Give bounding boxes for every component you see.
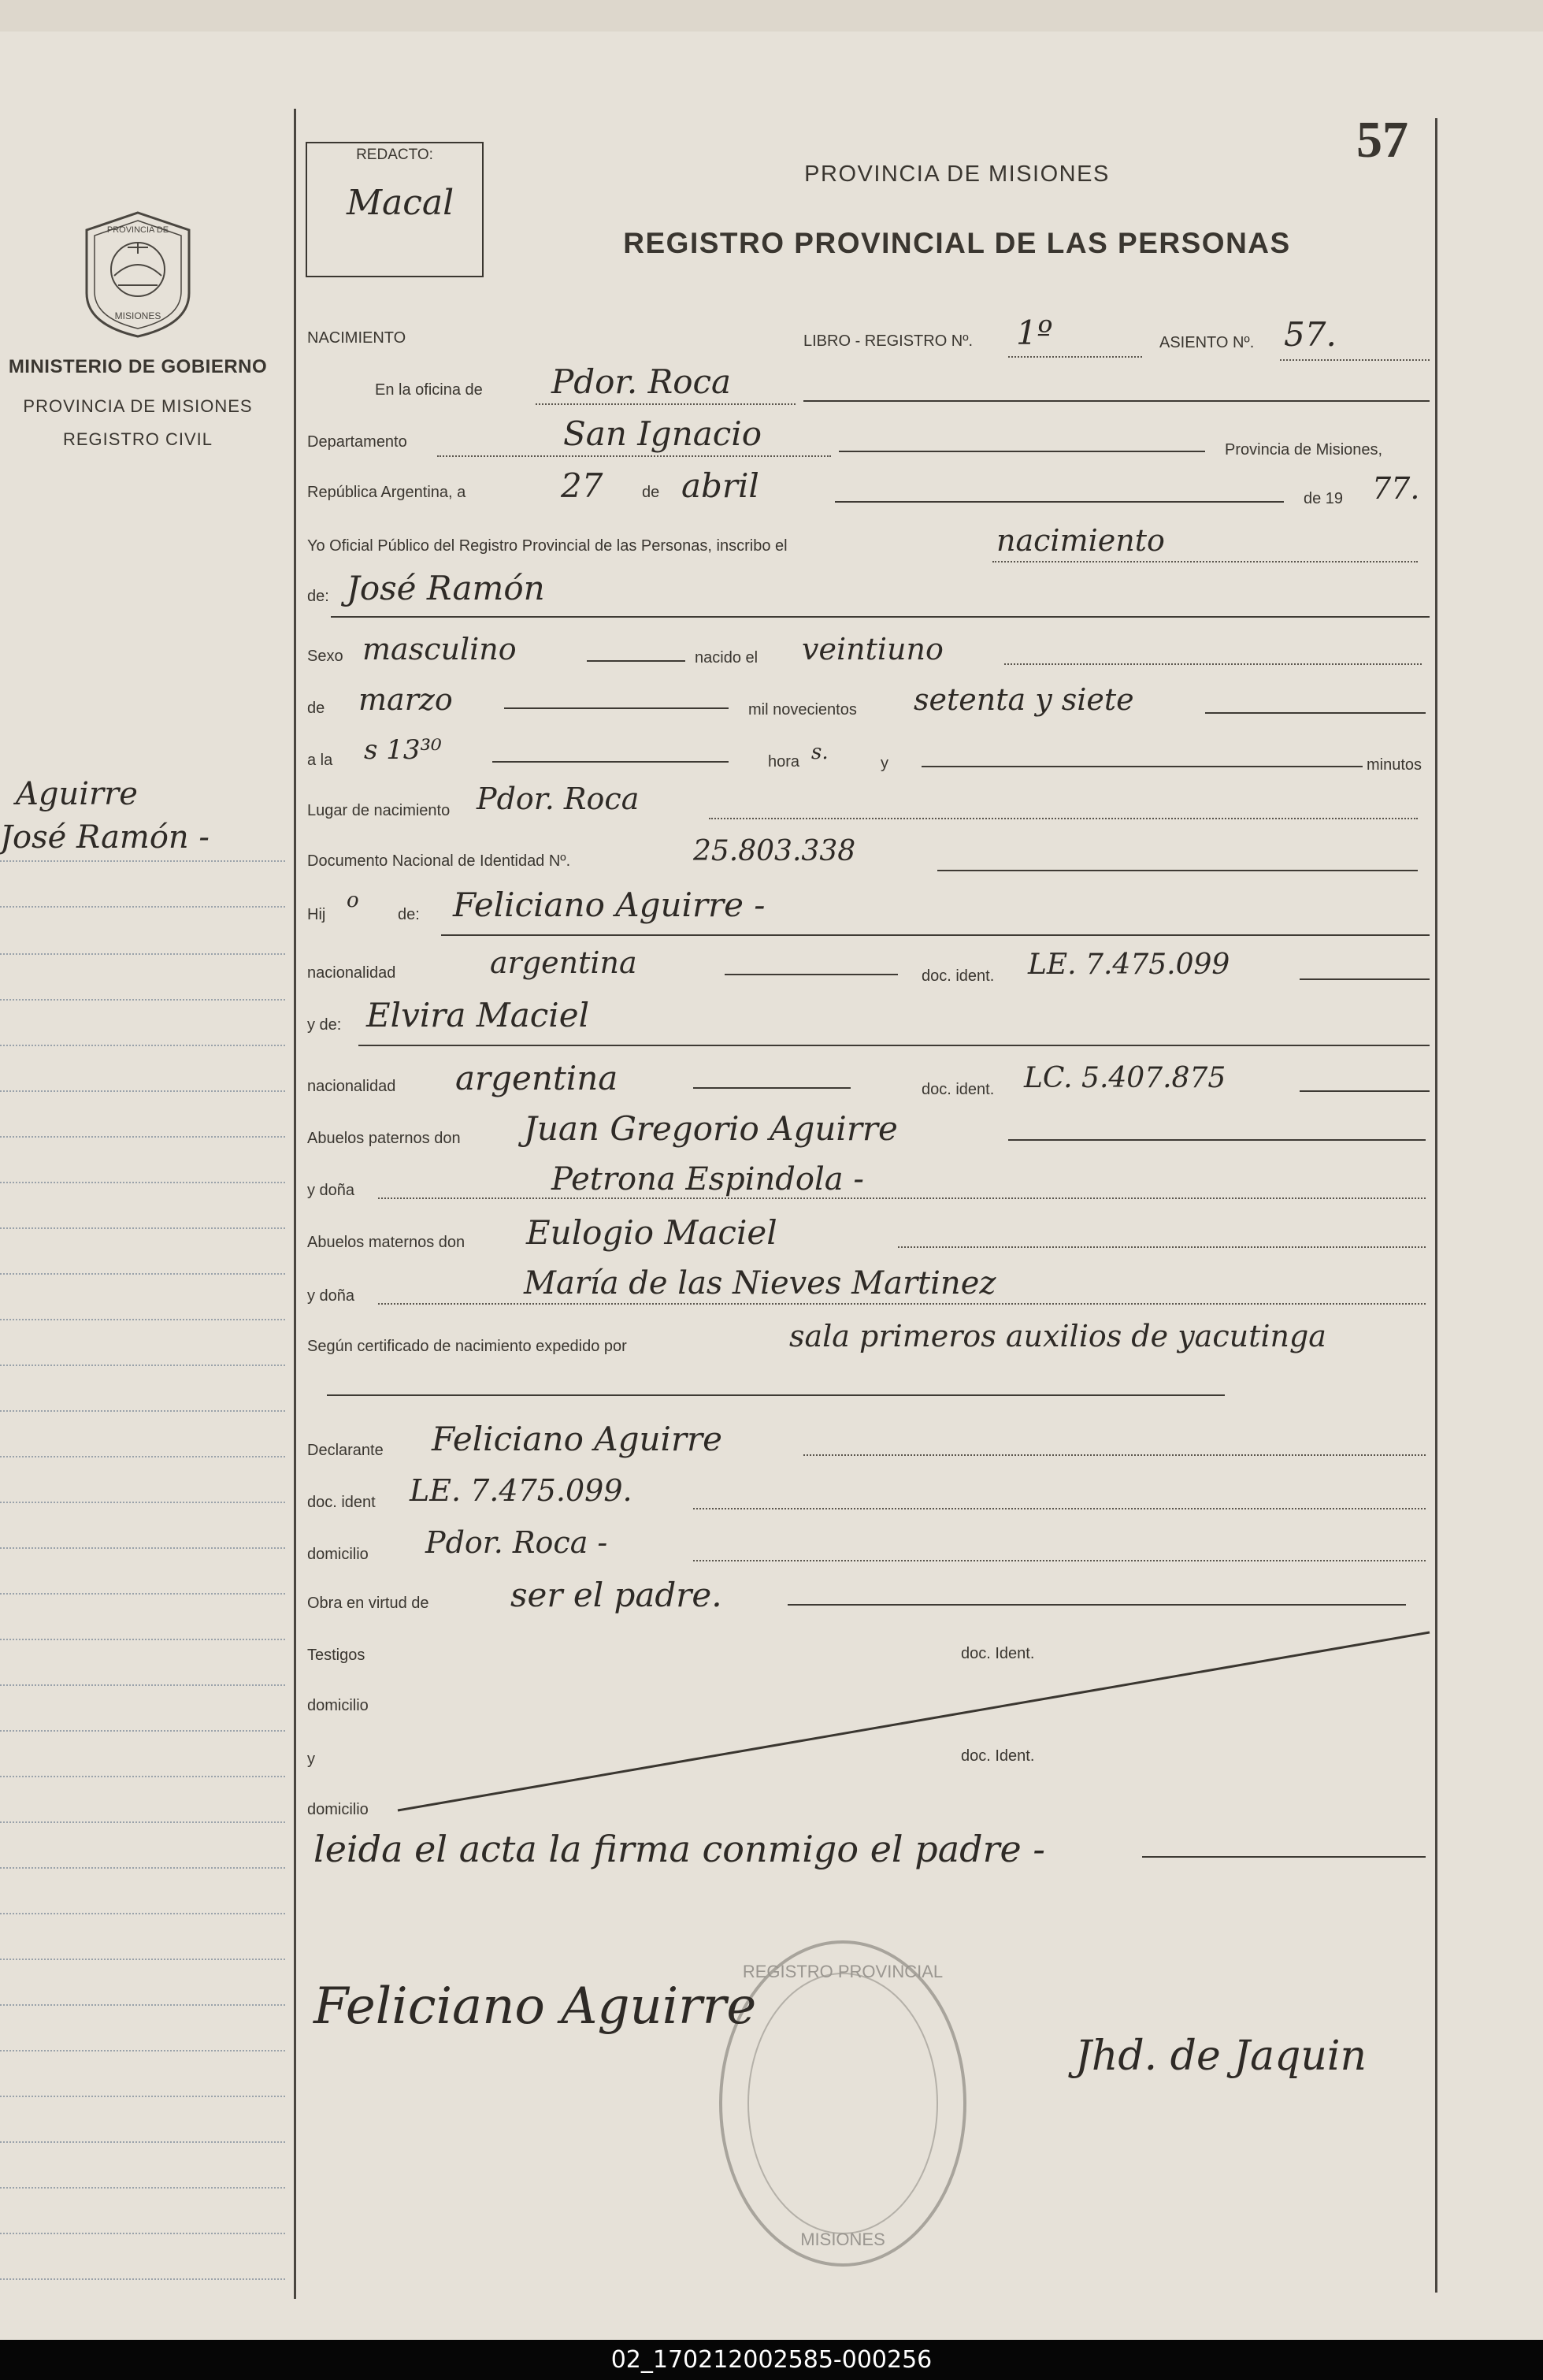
closing-text: leida el acta la firma conmigo el padre -: [313, 1828, 1045, 1870]
provincia-label: Provincia de Misiones,: [1225, 441, 1383, 459]
obra-label: Obra en virtud de: [307, 1595, 429, 1612]
fill-line: [331, 616, 1430, 618]
margin-rule: [0, 2096, 285, 2097]
nacionalidad-2-value: argentina: [455, 1059, 618, 1097]
doc-2-value: LC. 5.407.875: [1024, 1062, 1226, 1094]
lugar-label: Lugar de nacimiento: [307, 802, 451, 819]
abuela-paterna-value: Petrona Espindola -: [551, 1161, 864, 1197]
anio-value: 77.: [1372, 471, 1420, 506]
fill-line: [1300, 978, 1430, 980]
nacionalidad-1-label: nacionalidad: [307, 964, 396, 982]
hora-label: hora: [768, 753, 800, 770]
de-nombre-label: de:: [307, 588, 329, 605]
margin-rule: [0, 1319, 285, 1320]
dotted-line: [693, 1508, 1426, 1509]
abuelo-materno-value: Eulogio Maciel: [526, 1213, 777, 1252]
dotted-line: [992, 561, 1418, 563]
inscribo-value: nacimiento: [996, 523, 1165, 558]
margin-rule: [0, 1182, 285, 1183]
dotted-line: [437, 455, 831, 457]
dotted-line: [898, 1246, 1426, 1248]
margin-rule: [0, 1913, 285, 1914]
redacto-label: REDACTO:: [356, 147, 433, 163]
lugar-value: Pdor. Roca: [477, 782, 640, 816]
emblem-text-bottom: MISIONES: [114, 310, 161, 321]
margin-rule: [0, 999, 285, 1001]
libro-label: LIBRO - REGISTRO Nº.: [803, 332, 974, 350]
abuela-materna-value: María de las Nieves Martinez: [524, 1265, 996, 1301]
y-dona-1-label: y doña: [307, 1182, 355, 1199]
y-de-label: y de:: [307, 1016, 342, 1034]
ala-value: s 13³⁰: [364, 734, 442, 766]
sexo-label: Sexo: [307, 648, 343, 665]
dotted-line: [1280, 359, 1430, 361]
seal-text-top: REGISTRO PROVINCIAL: [742, 1962, 944, 1981]
hijo-de-label: de:: [398, 906, 420, 923]
nombre-value: José Ramón: [347, 569, 545, 607]
seal-text-bottom: MISIONES: [800, 2230, 885, 2249]
margin-rule: [0, 2004, 285, 2006]
margin-rule: [0, 1273, 285, 1275]
dotted-line: [536, 403, 796, 405]
declarante-signature: Feliciano Aguirre: [313, 1977, 757, 2036]
hijo-suffix: o: [347, 889, 359, 912]
milnov-label: mil novecientos: [748, 701, 857, 718]
margin-rule: [0, 1045, 285, 1046]
fill-line: [587, 660, 685, 662]
margin-rule: [0, 1456, 285, 1457]
dotted-line: [1004, 663, 1422, 665]
fill-line: [788, 1604, 1406, 1606]
margin-rule: [0, 1593, 285, 1595]
redacto-signature: Macal: [347, 183, 454, 223]
dotted-line: [693, 1560, 1426, 1561]
top-band: [0, 0, 1543, 32]
nacido-label: nacido el: [695, 649, 759, 666]
fill-line: [1008, 1139, 1426, 1141]
dotted-line: [709, 818, 1418, 819]
fill-line: [1205, 712, 1426, 714]
right-border-line: [1435, 118, 1437, 2293]
margin-rule: [0, 1365, 285, 1366]
margin-rule: [0, 2050, 285, 2051]
oficina-label: En la oficina de: [375, 381, 483, 399]
fill-line: [358, 1045, 1430, 1046]
doc-1-value: LE. 7.475.099: [1028, 949, 1230, 981]
ministry-registry: REGISTRO CIVIL: [62, 429, 213, 449]
ministry-title: MINISTERIO DE GOBIERNO: [8, 356, 268, 377]
madre-value: Elvira Maciel: [366, 996, 590, 1034]
padre-value: Feliciano Aguirre -: [453, 886, 766, 924]
mes2-value: marzo: [358, 682, 453, 717]
doc-declarante-value: LE. 7.475.099.: [410, 1473, 632, 1508]
margin-rule: [0, 1776, 285, 1777]
ministry-province: PROVINCIA DE MISIONES: [23, 396, 253, 416]
margin-note-name: José Ramón -: [0, 819, 210, 856]
y-dona-2-label: y doña: [307, 1287, 355, 1305]
mes-value: abril: [681, 466, 759, 505]
page-number: 57: [1356, 111, 1408, 169]
nacionalidad-1-value: argentina: [490, 945, 637, 980]
dotted-line: [378, 1303, 1426, 1305]
margin-rule: [0, 1410, 285, 1412]
departamento-label: Departamento: [307, 433, 407, 451]
fill-line: [839, 451, 1205, 452]
y-testigo-2-label: y: [307, 1751, 315, 1768]
dotted-line: [378, 1197, 1426, 1199]
abuelos-maternos-label: Abuelos maternos don: [307, 1234, 465, 1251]
fill-line: [504, 707, 729, 709]
inscribo-label: Yo Oficial Público del Registro Provincial de las Personas, inscribo el: [307, 537, 788, 555]
fill-line: [922, 766, 1363, 767]
de2-label: de: [307, 700, 325, 717]
nacionalidad-2-label: nacionalidad: [307, 1078, 396, 1095]
doc-declarante-label: doc. ident: [307, 1494, 376, 1511]
margin-rule: [0, 2141, 285, 2143]
fill-line: [803, 400, 1430, 402]
libro-value: 1º: [1016, 314, 1053, 352]
de-label: de: [642, 484, 660, 501]
dia-value: 27: [561, 466, 603, 505]
emblem-text-top: PROVINCIA DE: [106, 225, 169, 235]
domicilio-value: Pdor. Roca -: [425, 1525, 608, 1560]
republica-label: República Argentina, a: [307, 484, 466, 501]
nacido-value: veintiuno: [802, 632, 944, 666]
certificado-value: sala primeros auxilios de yacutinga: [789, 1319, 1326, 1353]
abuelo-paterno-value: Juan Gregorio Aguirre: [524, 1109, 898, 1148]
anio-label: de 19: [1304, 490, 1344, 507]
sexo-value: masculino: [362, 632, 517, 666]
fill-line: [693, 1087, 851, 1089]
redacto-box: [306, 142, 484, 277]
margin-rule: [0, 860, 285, 862]
margin-rule: [0, 1136, 285, 1138]
obra-value: ser el padre.: [510, 1576, 722, 1614]
page-title: REGISTRO PROVINCIAL DE LAS PERSONAS: [623, 227, 1291, 259]
margin-rule: [0, 1090, 285, 1092]
y-label: y: [881, 755, 888, 772]
fill-line: [441, 934, 1430, 936]
domicilio-testigo-1-label: domicilio: [307, 1697, 369, 1714]
doc-1-label: doc. ident.: [922, 967, 995, 985]
official-signature: Jhd. de Jaquin: [1075, 2033, 1367, 2080]
domicilio-testigo-2-label: domicilio: [307, 1801, 369, 1818]
dni-label: Documento Nacional de Identidad Nº.: [307, 852, 571, 870]
header-province: PROVINCIA DE MISIONES: [804, 162, 1110, 187]
image-id-footer: 02_170212002585-000256: [0, 2340, 1543, 2380]
fill-line: [327, 1394, 1225, 1396]
margin-rule: [0, 1684, 285, 1686]
fill-line: [1300, 1090, 1430, 1092]
dotted-line: [1008, 356, 1142, 358]
certificado-label: Según certificado de nacimiento expedido por: [307, 1338, 627, 1355]
fill-line: [937, 870, 1418, 871]
margin-rule: [0, 1867, 285, 1869]
fill-line: [835, 501, 1284, 503]
margin-rule: [0, 1730, 285, 1732]
oficina-value: Pdor. Roca: [551, 362, 732, 401]
fill-line: [725, 974, 898, 975]
ala-label: a la: [307, 752, 333, 769]
dni-value: 25.803.338: [693, 835, 856, 867]
margin-rule: [0, 1502, 285, 1503]
asiento-value: 57.: [1284, 315, 1337, 354]
margin-note-surname: Aguirre: [16, 776, 138, 812]
hijo-label: Hij: [307, 906, 326, 923]
margin-rule: [0, 1227, 285, 1229]
hora-value: s.: [811, 741, 829, 764]
milnov-value: setenta y siete: [914, 682, 1134, 717]
departamento-value: San Ignacio: [563, 414, 762, 453]
province-emblem-icon: [79, 206, 197, 340]
margin-rule: [0, 1959, 285, 1960]
margin-rule: [0, 1547, 285, 1549]
doc-ident-testigo-1-label: doc. Ident.: [961, 1645, 1035, 1662]
minutos-label: minutos: [1367, 756, 1422, 774]
doc-2-label: doc. ident.: [922, 1081, 995, 1098]
record-type-label: NACIMIENTO: [307, 329, 406, 347]
margin-rule: [0, 2278, 285, 2280]
fill-line: [1142, 1856, 1426, 1858]
declarante-label: Declarante: [307, 1442, 384, 1459]
declarante-value: Feliciano Aguirre: [432, 1420, 722, 1458]
margin-rule: [0, 1821, 285, 1823]
asiento-label: ASIENTO Nº.: [1159, 334, 1255, 351]
fill-line: [492, 761, 729, 763]
margin-rule: [0, 906, 285, 908]
strike-through-line: [394, 1631, 1434, 1820]
margin-rule: [0, 953, 285, 955]
margin-rule: [0, 2187, 285, 2189]
abuelos-paternos-label: Abuelos paternos don: [307, 1130, 461, 1147]
margin-rule: [0, 1639, 285, 1640]
margin-rule: [0, 2233, 285, 2234]
left-border-line: [294, 109, 296, 2299]
doc-ident-testigo-2-label: doc. Ident.: [961, 1747, 1035, 1765]
domicilio-label: domicilio: [307, 1546, 369, 1563]
dotted-line: [803, 1454, 1426, 1456]
testigos-label: Testigos: [307, 1647, 365, 1664]
